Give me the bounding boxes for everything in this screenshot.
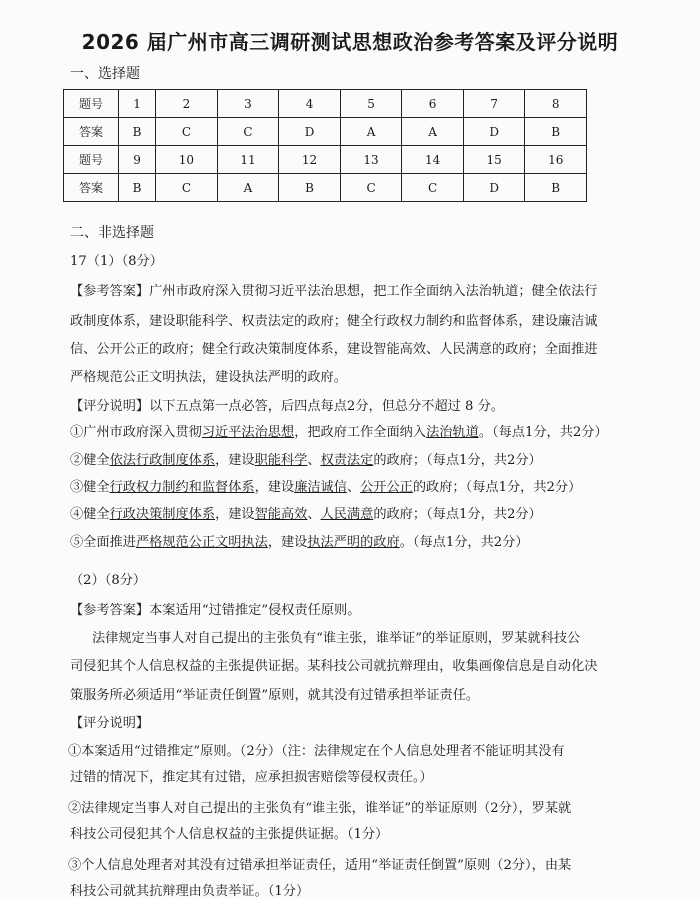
table-cell: 3 bbox=[217, 90, 279, 118]
table-cell: C bbox=[156, 174, 218, 202]
question-17-part-2-heading: （2）（8分） bbox=[70, 573, 147, 588]
table-row bbox=[64, 146, 587, 174]
table-cell: 1 bbox=[119, 90, 156, 118]
table-cell: A bbox=[217, 174, 279, 202]
text-run: ，建设 bbox=[215, 507, 255, 522]
keyword: 严格规范公正文明执法 bbox=[135, 535, 268, 550]
grading-point: ①本案适用“过错推定”原则。（2分）（注：法律规定在个人信息处理者不能证明其没有 bbox=[68, 744, 565, 759]
keyword: 行政决策制度体系 bbox=[109, 507, 216, 522]
text-run: 的政府；（每点1分，共2分） bbox=[412, 480, 582, 495]
table-cell: D bbox=[279, 118, 341, 146]
table-cell: C bbox=[217, 118, 279, 146]
question-17-part-1-heading: 17（1）（8分） bbox=[70, 254, 163, 269]
grading-point bbox=[70, 503, 542, 522]
text-run: ，建设 bbox=[215, 453, 255, 468]
table-header-cell: 题号 bbox=[64, 146, 119, 174]
table-cell: 15 bbox=[463, 146, 525, 174]
text-run: 、 bbox=[346, 480, 361, 495]
table-cell: A bbox=[340, 118, 402, 146]
grading-point bbox=[70, 449, 542, 468]
keyword: 职能科学 bbox=[254, 453, 308, 468]
table-cell: 5 bbox=[340, 90, 402, 118]
grading-point: 科技公司就其抗辩理由负责举证。（1分） bbox=[70, 884, 310, 899]
grading-heading: 【评分说明】 bbox=[70, 716, 150, 731]
table-header-cell: 答案 bbox=[64, 174, 119, 202]
reference-answer-line: 策服务所必须适用“举证责任倒置”原则，就其没有过错承担举证责任。 bbox=[70, 688, 480, 703]
keyword: 廉洁诚信 bbox=[294, 480, 347, 495]
text-run: ，把政府工作全面纳入 bbox=[294, 425, 427, 440]
keyword: 法治轨道 bbox=[426, 425, 479, 440]
table-cell: D bbox=[463, 174, 525, 202]
table-cell: B bbox=[525, 118, 587, 146]
text-run: ，建设 bbox=[267, 535, 308, 550]
grading-point: 科技公司侵犯其个人信息权益的主张提供证据。（1分） bbox=[70, 827, 389, 842]
table-cell: 10 bbox=[156, 146, 218, 174]
grading-point bbox=[70, 476, 581, 495]
keyword: 智能高效 bbox=[254, 507, 308, 522]
table-header-cell: 题号 bbox=[64, 90, 119, 118]
keyword: 依法行政制度体系 bbox=[109, 453, 216, 468]
grading-point bbox=[70, 531, 529, 550]
text-run: 的政府；（每点1分，共2分） bbox=[373, 453, 542, 468]
table-cell: B bbox=[279, 174, 341, 202]
table-cell: B bbox=[525, 174, 587, 202]
keyword: 公开公正 bbox=[360, 480, 413, 495]
table-cell: 11 bbox=[217, 146, 279, 174]
table-row bbox=[64, 174, 587, 202]
text-run: ⑤全面推进 bbox=[70, 535, 136, 550]
table-cell: 9 bbox=[119, 146, 156, 174]
text-run: ④健全 bbox=[70, 507, 110, 522]
table-cell: 7 bbox=[463, 90, 525, 118]
keyword: 人民满意 bbox=[320, 507, 374, 522]
keyword: 执法严明的政府 bbox=[307, 535, 400, 550]
text-run: ③健全 bbox=[70, 480, 110, 495]
reference-answer-line: 严格规范公正文明执法，建设执法严明的政府。 bbox=[70, 370, 347, 385]
text-run: ，建设 bbox=[254, 480, 295, 495]
reference-answer-line: 【参考答案】本案适用“过错推定”侵权责任原则。 bbox=[70, 603, 361, 618]
reference-answer-line: 信、公开公正的政府；健全行政决策制度体系，建设智能高效、人民满意的政府；全面推进 bbox=[70, 342, 598, 357]
grading-point: ③个人信息处理者对其没有过错承担举证责任，适用“举证责任倒置”原则（2分），由某 bbox=[68, 858, 572, 873]
table-cell: C bbox=[156, 118, 218, 146]
grading-point: 过错的情况下，推定其有过错，应承担损害赔偿等侵权责任。） bbox=[70, 770, 433, 785]
reference-answer-line: 司侵犯其个人信息权益的主张提供证据。某科技公司就抗辩理由，收集画像信息是自动化决 bbox=[70, 659, 598, 674]
text-run: 。（每点1分，共2分） bbox=[399, 535, 529, 550]
text-run: 、 bbox=[307, 507, 321, 522]
reference-answer-line: 政制度体系，建设职能科学、权责法定的政府；健全行政权力制约和监督体系，建设廉洁诚 bbox=[70, 314, 598, 329]
table-cell: B bbox=[119, 174, 156, 202]
table-row bbox=[64, 90, 587, 118]
text-run: 、 bbox=[307, 453, 321, 468]
table-cell: A bbox=[402, 118, 464, 146]
table-cell: 16 bbox=[525, 146, 587, 174]
text-run: ②健全 bbox=[70, 453, 110, 468]
table-cell: 2 bbox=[156, 90, 218, 118]
keyword: 习近平法治思想 bbox=[201, 425, 295, 440]
grading-point bbox=[70, 421, 608, 440]
table-cell: 8 bbox=[525, 90, 587, 118]
section-heading-multiple-choice: 一、选择题 bbox=[70, 66, 140, 82]
table-cell: 6 bbox=[402, 90, 464, 118]
text-run: 的政府；（每点1分，共2分） bbox=[373, 507, 542, 522]
table-row bbox=[64, 118, 587, 146]
text-run: ①广州市政府深入贯彻 bbox=[70, 425, 202, 440]
table-header-cell: 答案 bbox=[64, 118, 119, 146]
section-heading-essay: 二、非选择题 bbox=[70, 225, 154, 241]
table-cell: D bbox=[463, 118, 525, 146]
table-cell: 14 bbox=[402, 146, 464, 174]
table-cell: B bbox=[119, 118, 156, 146]
keyword: 行政权力制约和监督体系 bbox=[109, 480, 255, 495]
answer-table bbox=[63, 89, 587, 202]
reference-answer-line: 【参考答案】广州市政府深入贯彻习近平法治思想，把工作全面纳入法治轨道；健全依法行 bbox=[70, 284, 598, 299]
table-cell: 12 bbox=[279, 146, 341, 174]
table-cell: C bbox=[340, 174, 402, 202]
grading-note: 【评分说明】以下五点第一点必答，后四点每点2分，但总分不超过 8 分。 bbox=[70, 399, 504, 414]
grading-point: ②法律规定当事人对自己提出的主张负有“谁主张，谁举证”的举证原则（2分），罗某就 bbox=[68, 801, 572, 816]
document-title: 2026 届广州市高三调研测试思想政治参考答案及评分说明 bbox=[81, 30, 619, 54]
reference-answer-line: 法律规定当事人对自己提出的主张负有“谁主张，谁举证”的举证原则，罗某就科技公 bbox=[92, 631, 581, 646]
table-cell: 4 bbox=[279, 90, 341, 118]
keyword: 权责法定 bbox=[320, 453, 374, 468]
text-run: 。（每点1分，共2分） bbox=[478, 425, 608, 440]
table-cell: 13 bbox=[340, 146, 402, 174]
table-cell: C bbox=[402, 174, 464, 202]
